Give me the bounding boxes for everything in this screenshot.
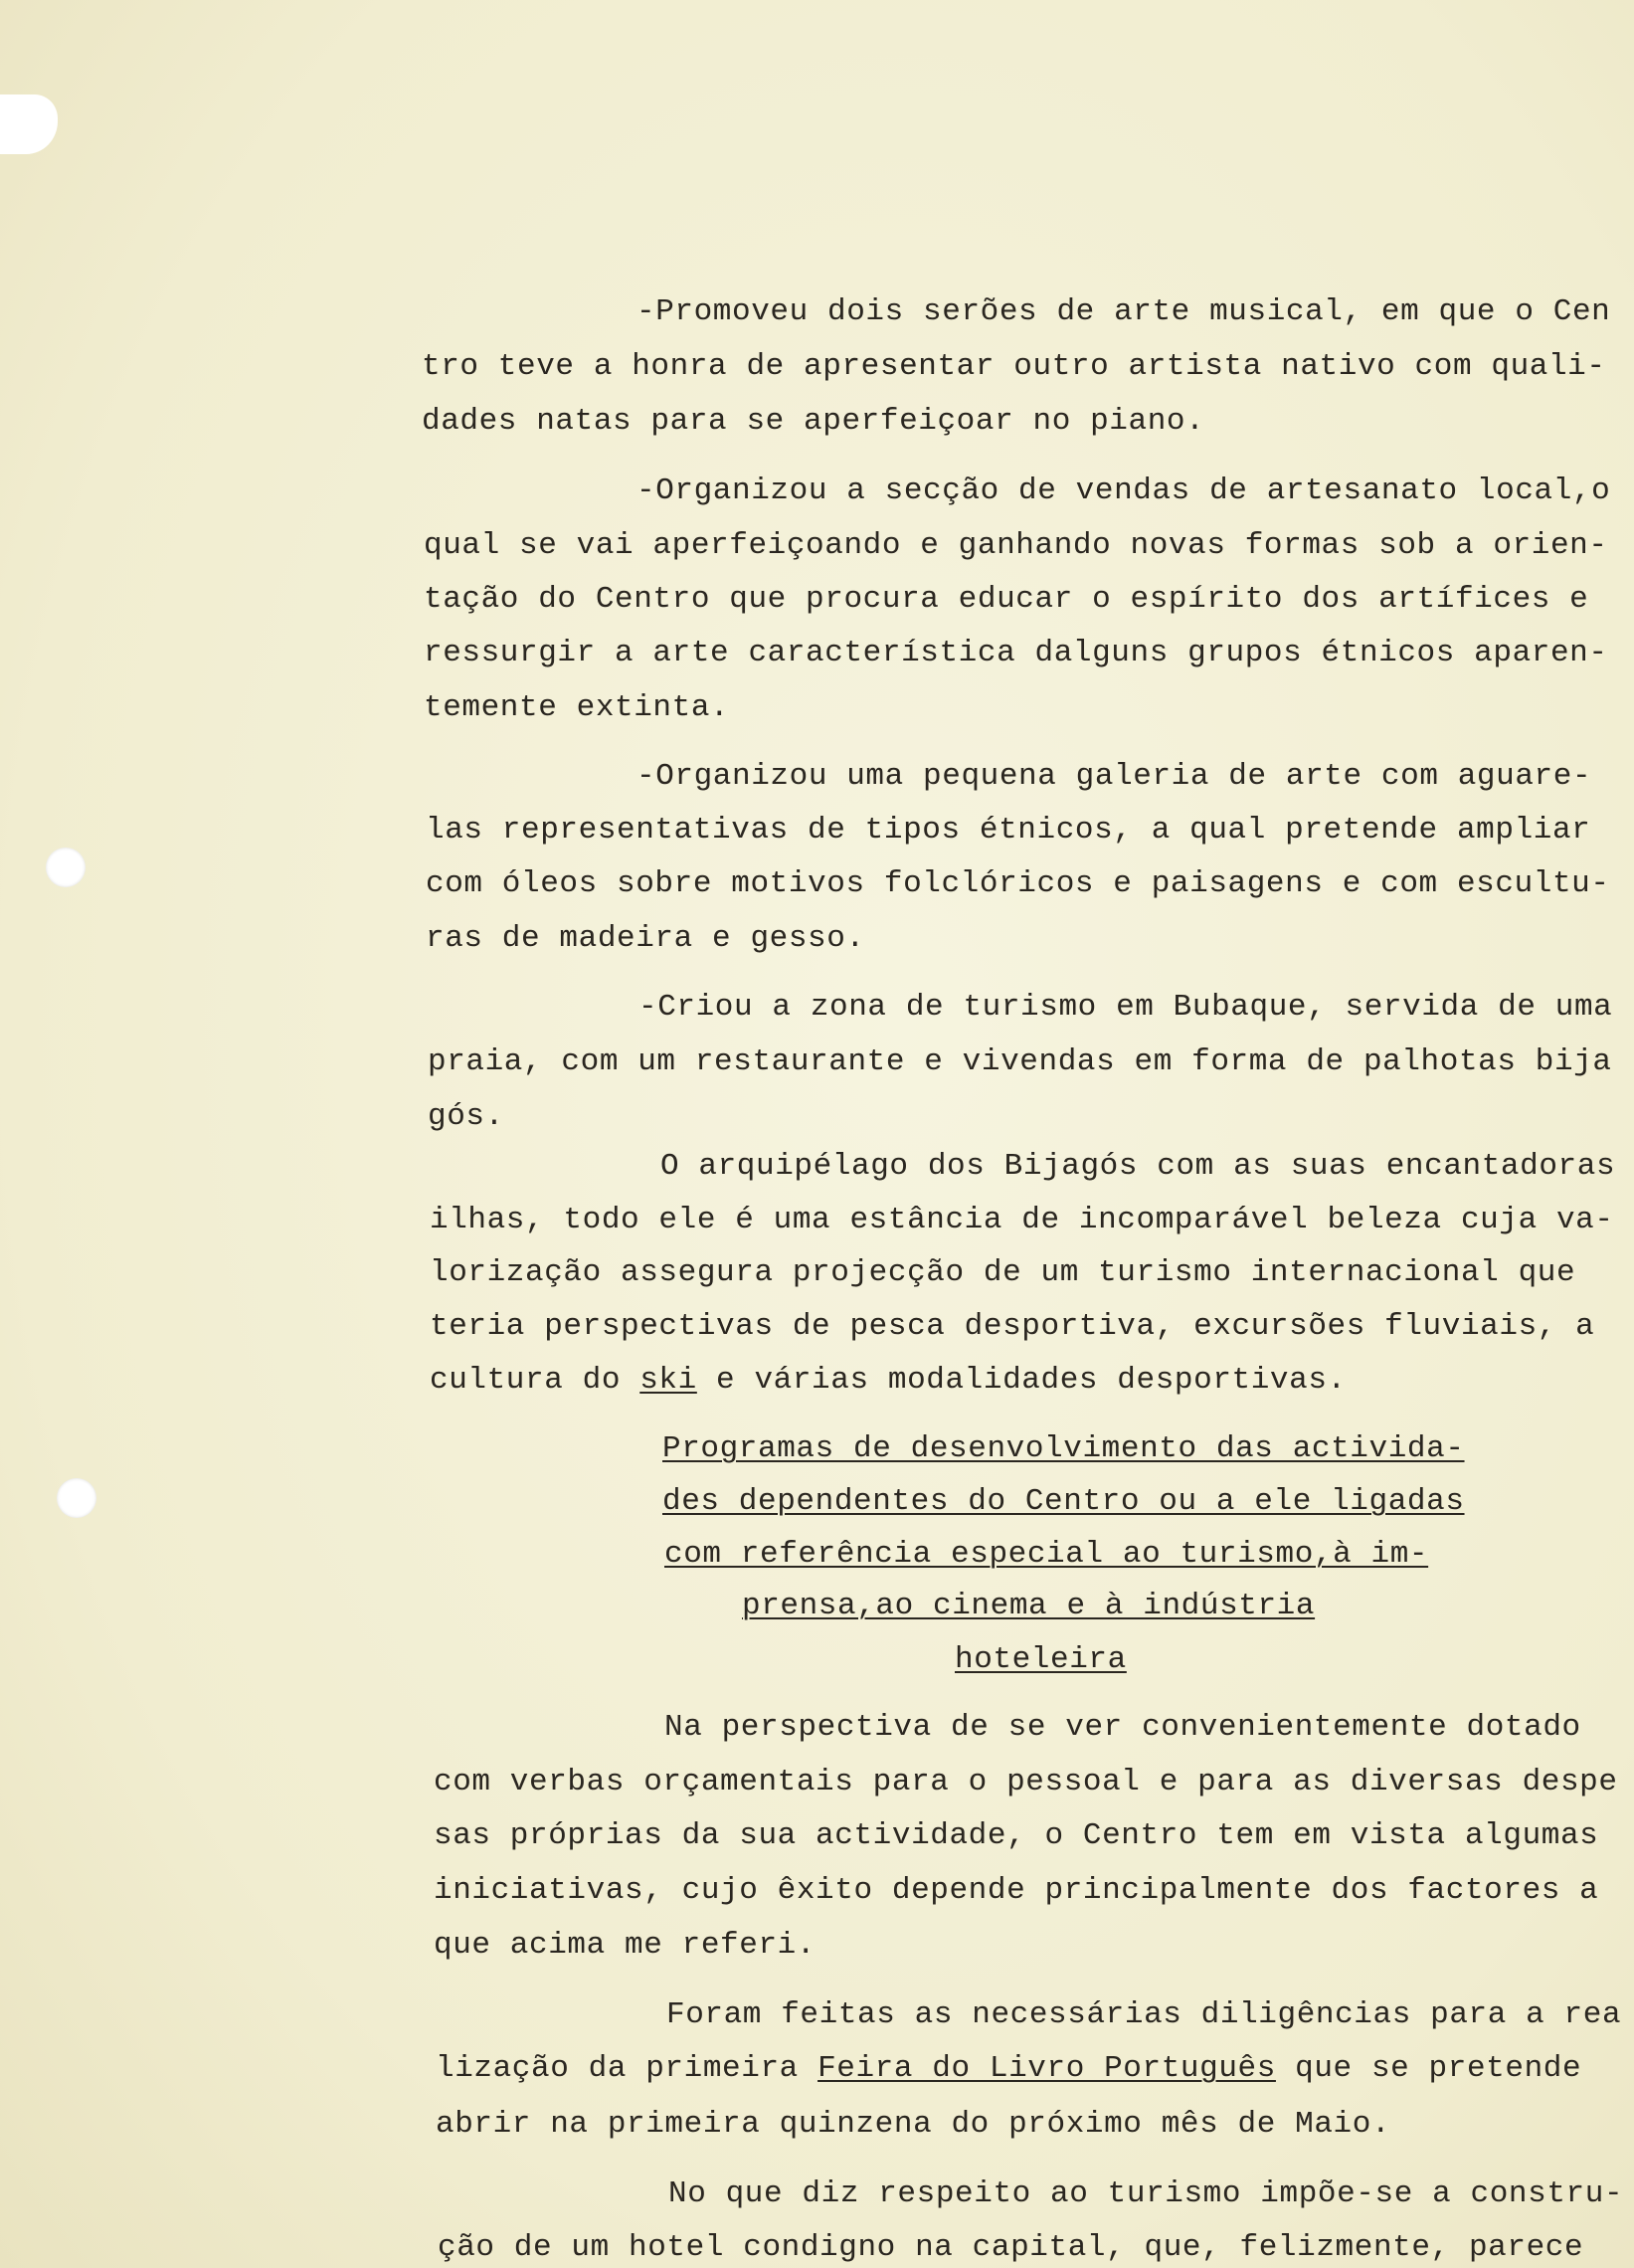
text-line: praia, com um restaurante e vivendas em forma de palhotas bija xyxy=(428,1044,1612,1079)
punch-hole-lower xyxy=(57,1478,96,1518)
text-line: ção de um hotel condigno na capital, que, felizmente, parece xyxy=(438,2230,1584,2265)
text-line: Foram feitas as necessárias diligências para a rea xyxy=(666,1997,1622,2032)
text-line xyxy=(436,2053,1581,2084)
text-line xyxy=(430,1365,1347,1396)
text-line: ressurgir a arte característica dalguns grupos étnicos aparen- xyxy=(424,636,1608,670)
section-heading: prensa,ao cinema e à indústria xyxy=(742,1589,1316,1623)
section-heading: Programas de desenvolvimento das activida- xyxy=(662,1431,1465,1466)
text-line: sas próprias da sua actividade, o Centro tem em vista algumas xyxy=(434,1818,1599,1853)
text-line: tro teve a honra de apresentar outro artista nativo com quali- xyxy=(422,349,1606,384)
text-line: dades natas para se aperfeiçoar no piano. xyxy=(422,404,1205,439)
text-line: -Organizou a secção de vendas de artesanato local,o xyxy=(636,473,1611,508)
text-line: O arquipélago dos Bijagós com as suas encantadoras xyxy=(660,1149,1616,1184)
underlined-term: ski xyxy=(639,1363,697,1398)
text-segment: que se pretende xyxy=(1275,2051,1582,2086)
text-segment: e várias modalidades desportivas. xyxy=(696,1363,1347,1398)
section-heading: com referência especial ao turismo,à im- xyxy=(664,1537,1429,1572)
text-line: ras de madeira e gesso. xyxy=(426,921,865,956)
text-segment: cultura do xyxy=(430,1363,640,1398)
text-line: teria perspectivas de pesca desportiva, excursões fluviais, a xyxy=(430,1309,1595,1344)
text-line: que acima me referi. xyxy=(434,1928,817,1963)
text-line: temente extinta. xyxy=(424,690,730,725)
section-heading: des dependentes do Centro ou a ele ligadas xyxy=(662,1484,1465,1519)
text-line: iniciativas, cujo êxito depende principalmente dos factores a xyxy=(434,1873,1599,1908)
text-line: las representativas de tipos étnicos, a qual pretende ampliar xyxy=(426,813,1591,848)
punch-hole-upper xyxy=(46,848,86,887)
text-line: abrir na primeira quinzena do próximo mês de Maio. xyxy=(436,2107,1391,2142)
section-heading: hoteleira xyxy=(955,1642,1127,1677)
text-line: -Organizou uma pequena galeria de arte com aguare- xyxy=(636,759,1592,794)
text-line: gós. xyxy=(428,1099,504,1134)
text-line: ilhas, todo ele é uma estância de incomparável beleza cuja va- xyxy=(430,1203,1614,1237)
text-line: com verbas orçamentais para o pessoal e para as diversas despe xyxy=(434,1765,1618,1799)
underlined-title: Feira do Livro Português xyxy=(817,2051,1276,2086)
text-segment: lização da primeira xyxy=(436,2051,818,2086)
text-line: -Criou a zona de turismo em Bubaque, servida de uma xyxy=(638,990,1613,1025)
text-line: com óleos sobre motivos folclóricos e paisagens e com escultu- xyxy=(426,866,1610,901)
text-line: tação do Centro que procura educar o espírito dos artífices e xyxy=(424,582,1589,617)
text-line: lorização assegura projecção de um turismo internacional que xyxy=(430,1255,1576,1290)
text-line: -Promoveu dois serões de arte musical, em que o Cen xyxy=(636,294,1611,329)
text-line: qual se vai aperfeiçoando e ganhando novas formas sob a orien- xyxy=(424,528,1608,563)
torn-corner xyxy=(0,94,58,154)
text-line: No que diz respeito ao turismo impõe-se a constru- xyxy=(668,2176,1624,2211)
text-line: Na perspectiva de se ver convenientemente dotado xyxy=(664,1710,1581,1745)
